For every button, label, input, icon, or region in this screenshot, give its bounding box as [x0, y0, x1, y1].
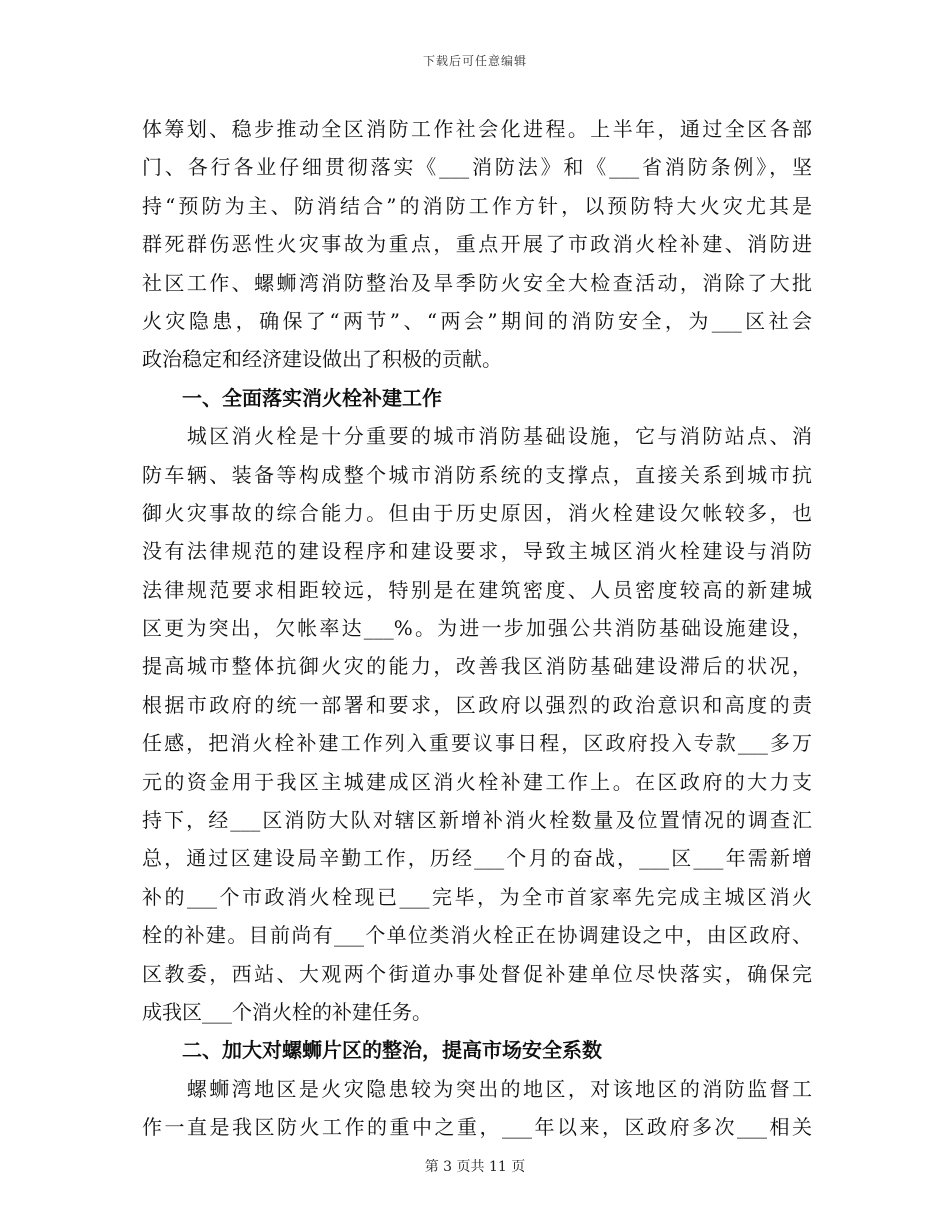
paragraph-line: 区更为突出，欠帐率达___%。为进一步加强公共消防基础设施建设， [142, 616, 812, 641]
paragraph-line: 区教委，西站、大观两个街道办事处督促补建单位尽快落实，确保完 [142, 961, 812, 986]
paragraph-line: 火灾隐患，确保了“两节”、“两会”期间的消防安全，为___区社会 [142, 308, 812, 333]
paragraph-line: 体筹划、稳步推动全区消防工作社会化进程。上半年，通过全区各部 [142, 117, 812, 141]
paragraph-line: 总，通过区建设局辛勤工作，历经___个月的奋战，___区___年需新增 [142, 846, 812, 871]
paragraph-line: 持下，经___区消防大队对辖区新增补消火栓数量及位置情况的调查汇 [142, 808, 812, 833]
paragraph-line: 社区工作、螺蛳湾消防整治及旱季防火安全大检查活动，消除了大批 [142, 270, 812, 295]
section-heading-2: 二、加大对螺蛳片区的整治，提高市场安全系数 [182, 1038, 602, 1063]
paragraph-line: 栓的补建。目前尚有___个单位类消火栓正在协调建设之中，由区政府、 [142, 923, 812, 948]
paragraph-line: 没有法律规范的建设程序和建设要求，导致主城区消火栓建设与消防 [142, 539, 812, 564]
paragraph-line: 持“预防为主、防消结合”的消防工作方针，以预防特大火灾尤其是 [142, 193, 812, 218]
paragraph-line: 提高城市整体抗御火灾的能力，改善我区消防基础建设滞后的状况， [142, 654, 812, 679]
paragraph-line: 根据市政府的统一部署和要求，区政府以强烈的政治意识和高度的责 [142, 692, 812, 717]
paragraph-line: 补的___个市政消火栓现已___完毕，为全市首家率先完成主城区消火 [142, 884, 812, 909]
paragraph-line: 政治稳定和经济建设做出了积极的贡献。 [142, 347, 502, 372]
paragraph-line: 防车辆、装备等构成整个城市消防系统的支撑点，直接关系到城市抗 [142, 462, 812, 487]
paragraph-line: 御火灾事故的综合能力。但由于历史原因，消火栓建设欠帐较多，也 [142, 500, 812, 525]
section-heading-1: 一、全面落实消火栓补建工作 [182, 385, 442, 410]
paragraph-line: 元的资金用于我区主城建成区消火栓补建工作上。在区政府的大力支 [142, 769, 812, 794]
paragraph-line: 成我区___个消火栓的补建任务。 [142, 999, 432, 1024]
paragraph-line: 螺蛳湾地区是火灾隐患较为突出的地区，对该地区的消防监督工 [142, 1076, 812, 1101]
paragraph-line: 法律规范要求相距较远，特别是在建筑密度、人员密度较高的新建城 [142, 577, 812, 602]
paragraph-line: 门、各行各业仔细贯彻落实《___消防法》和《___省消防条例》，坚 [142, 155, 812, 180]
document-body [142, 110, 812, 1147]
paragraph-line: 城区消火栓是十分重要的城市消防基础设施，它与消防站点、消 [142, 424, 812, 449]
page-number: 第 3 页共 11 页 [424, 1159, 526, 1175]
paragraph-line: 作一直是我区防火工作的重中之重，___年以来，区政府多次___相关 [142, 1115, 812, 1140]
header-note: 下载后可任意编辑 [422, 54, 527, 68]
paragraph-line: 群死群伤恶性火灾事故为重点，重点开展了市政消火栓补建、消防进 [142, 232, 812, 257]
paragraph-line: 任感，把消火栓补建工作列入重要议事日程，区政府投入专款___多万 [142, 731, 812, 756]
